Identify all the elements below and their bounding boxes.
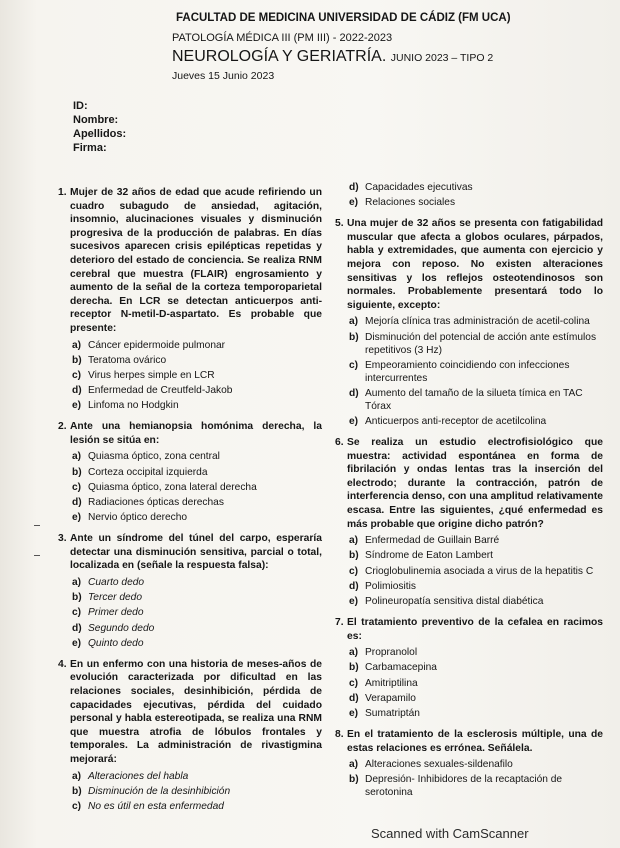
question-stem: En el tratamiento de la esclerosis múltiple, una de estas relaciones es errónea. Señálela. bbox=[347, 728, 603, 754]
option-item bbox=[349, 646, 603, 659]
question-number: 6. bbox=[335, 437, 344, 449]
question-stem: Ante una hemianopsia homónima derecha, la lesión se sitúa en: bbox=[70, 421, 322, 446]
option-letter: b) bbox=[349, 331, 359, 343]
option-text: Cáncer epidermoide pulmonar bbox=[88, 339, 226, 351]
option-letter: d) bbox=[72, 385, 82, 397]
option-letter: a) bbox=[72, 577, 82, 588]
option-letter: c) bbox=[72, 369, 82, 381]
question-stem: El tratamiento preventivo de la cefalea en racimos es: bbox=[347, 617, 603, 642]
option-list bbox=[349, 315, 603, 428]
option-item bbox=[72, 384, 322, 397]
question-stem: En un enfermo con una historia de meses-años de evolución caracterizada por dificultad en las relaciones sociales, desinhibición, pérdida de capacidades ejecutivas, pérdida del cuidado personal y habla estereotipada, se realiza una RNM que muestra atrofia de lóbulos frontales y temporales. La administración de rivastigmina mejorará: bbox=[70, 658, 322, 765]
option-text: Propranolol bbox=[365, 647, 418, 659]
option-letter: b) bbox=[349, 662, 359, 674]
option-list bbox=[349, 181, 603, 209]
question-6 bbox=[335, 436, 603, 608]
option-text: Capacidades ejecutivas bbox=[365, 182, 473, 193]
option-text: Mejoría clínica tras administración de acetil-colina bbox=[365, 316, 590, 328]
option-letter: c) bbox=[72, 607, 82, 619]
option-item bbox=[349, 661, 603, 674]
option-text: Polineuropatía sensitiva distal diabética bbox=[365, 596, 544, 607]
option-item bbox=[349, 758, 603, 771]
option-text: Disminución del potencial de acción ante estímulos repetitivos (3 Hz) bbox=[365, 331, 597, 356]
option-text: Alteraciones del habla bbox=[88, 770, 189, 782]
option-list bbox=[349, 534, 603, 608]
option-text: Verapamilo bbox=[365, 692, 416, 704]
option-list bbox=[72, 339, 322, 413]
option-item bbox=[349, 315, 603, 328]
option-list bbox=[72, 576, 322, 650]
option-item bbox=[72, 785, 322, 798]
option-item bbox=[72, 481, 322, 494]
field-apellidos: Apellidos: bbox=[73, 128, 127, 140]
option-letter: c) bbox=[349, 359, 359, 371]
option-item bbox=[349, 580, 603, 593]
question-number: 4. bbox=[58, 658, 67, 670]
option-item bbox=[72, 637, 322, 650]
option-letter: a) bbox=[349, 647, 359, 659]
option-text: Relaciones sociales bbox=[365, 197, 456, 209]
option-item bbox=[349, 549, 603, 562]
option-letter: c) bbox=[349, 565, 359, 577]
option-letter: a) bbox=[72, 339, 82, 351]
option-text: Radiaciones ópticas derechas bbox=[88, 497, 224, 509]
option-text: Linfoma no Hodgkin bbox=[88, 400, 179, 412]
exam-title-main: NEUROLOGÍA Y GERIATRÍA. bbox=[172, 48, 387, 65]
scanner-watermark: Scanned with CamScanner bbox=[371, 826, 529, 841]
question-stem: Una mujer de 32 años se presenta con fatigabilidad muscular que afecta a globos oculares, párpados, habla y extremidades, que aumenta con ejercicio y mejora con reposo. No existen alteraciones sensitivas y los reflejos osteotendinosos son normales. Probablemente presentará todo lo siguiente, excepto: bbox=[347, 218, 603, 311]
option-letter: a) bbox=[349, 316, 359, 328]
option-text: Disminución de la desinhibición bbox=[88, 785, 231, 797]
option-item bbox=[349, 359, 603, 385]
option-item bbox=[349, 387, 603, 413]
option-letter: d) bbox=[349, 387, 359, 399]
question-number: 5. bbox=[335, 218, 344, 230]
option-item bbox=[72, 466, 322, 479]
option-letter: b) bbox=[72, 592, 82, 604]
question-1 bbox=[58, 186, 322, 412]
option-text: Primer dedo bbox=[88, 607, 144, 619]
option-letter: e) bbox=[72, 512, 82, 524]
option-text: Virus herpes simple en LCR bbox=[88, 369, 215, 381]
option-text: Crioglobulinemia asociada a virus de la hepatitis C bbox=[365, 565, 594, 577]
option-text: Sumatriptán bbox=[365, 707, 420, 719]
option-item bbox=[72, 354, 322, 367]
option-list bbox=[349, 758, 603, 799]
field-nombre: Nombre: bbox=[73, 114, 119, 126]
option-letter: b) bbox=[72, 466, 82, 478]
option-item bbox=[72, 496, 322, 509]
scan-mark bbox=[34, 525, 40, 526]
option-letter: d) bbox=[72, 622, 82, 634]
question-7 bbox=[335, 616, 603, 720]
option-text: Aumento del tamaño de la silueta tímica en TAC Tórax bbox=[365, 387, 583, 412]
option-item bbox=[349, 331, 603, 357]
option-item bbox=[72, 339, 322, 352]
question-number: 7. bbox=[335, 617, 344, 628]
option-letter: a) bbox=[349, 535, 359, 547]
right-column bbox=[335, 181, 603, 807]
option-letter: a) bbox=[72, 451, 82, 463]
option-item bbox=[72, 800, 322, 813]
option-letter: e) bbox=[349, 596, 359, 607]
option-letter: e) bbox=[349, 197, 359, 209]
field-id: ID: bbox=[73, 100, 88, 112]
option-item bbox=[72, 591, 322, 604]
option-letter: d) bbox=[349, 182, 359, 193]
option-letter: d) bbox=[72, 497, 82, 509]
option-text: Tercer dedo bbox=[88, 592, 142, 604]
question-4-continued bbox=[335, 181, 603, 209]
question-3 bbox=[58, 532, 322, 650]
option-item bbox=[72, 622, 322, 635]
option-text: Alteraciones sexuales-sildenafilo bbox=[365, 759, 513, 771]
option-letter: b) bbox=[72, 785, 82, 797]
option-text: Empeoramiento coincidiendo con infecciones intercurrentes bbox=[365, 359, 570, 384]
question-4 bbox=[58, 658, 322, 813]
option-item bbox=[349, 707, 603, 720]
question-number: 3. bbox=[58, 533, 67, 545]
option-item bbox=[349, 595, 603, 608]
exam-title-sub: JUNIO 2023 – TIPO 2 bbox=[390, 52, 494, 64]
option-letter: e) bbox=[72, 400, 82, 412]
option-text: Polimiositis bbox=[365, 580, 416, 592]
option-letter: d) bbox=[349, 580, 359, 592]
option-letter: e) bbox=[349, 707, 359, 719]
option-letter: a) bbox=[349, 759, 359, 771]
option-text: Quinto dedo bbox=[88, 637, 144, 649]
exam-date: Jueves 15 Junio 2023 bbox=[172, 70, 275, 82]
question-2 bbox=[58, 420, 322, 524]
left-column bbox=[58, 186, 322, 821]
option-text: Nervio óptico derecho bbox=[88, 512, 188, 524]
option-list bbox=[72, 770, 322, 813]
option-letter: e) bbox=[72, 637, 82, 649]
option-letter: c) bbox=[349, 677, 359, 689]
option-text: Depresión- Inhibidores de la recaptación de serotonina bbox=[365, 774, 563, 799]
option-item bbox=[72, 511, 322, 524]
student-fields bbox=[73, 99, 126, 155]
option-item bbox=[349, 196, 603, 209]
option-item bbox=[349, 181, 603, 194]
option-item bbox=[349, 773, 603, 799]
question-stem: Ante un síndrome del túnel del carpo, esperaría detectar una disminución sensitiva, parcial o total, localizada en (señale la respuesta falsa): bbox=[70, 533, 322, 572]
option-item bbox=[72, 450, 322, 463]
faculty-title: FACULTAD DE MEDICINA UNIVERSIDAD DE CÁDIZ (FM UCA) bbox=[176, 12, 511, 24]
option-item bbox=[72, 606, 322, 619]
option-text: Síndrome de Eaton Lambert bbox=[365, 550, 493, 562]
option-list bbox=[72, 450, 322, 524]
option-text: Teratoma ovárico bbox=[88, 354, 167, 366]
option-letter: c) bbox=[72, 481, 82, 493]
option-letter: b) bbox=[349, 774, 359, 786]
option-item bbox=[72, 399, 322, 412]
option-text: Enfermedad de Guillain Barré bbox=[365, 535, 500, 547]
option-item bbox=[72, 770, 322, 783]
option-item bbox=[72, 576, 322, 589]
question-stem: Se realiza un estudio electrofisiológico que muestra: actividad espontánea en forma de fibrilación y ondas lentas tras la inserción del electrodo; durante la contracción, patrón de interferencia denso, con una amplitud relativamente escasa. Entre las siguientes, ¿qué enfermedad es más probable que origine dicho patrón? bbox=[347, 437, 603, 530]
question-number: 1. bbox=[58, 187, 67, 198]
option-text: No es útil en esta enfermedad bbox=[88, 800, 224, 812]
option-list bbox=[349, 646, 603, 720]
course-title: PATOLOGÍA MÉDICA III (PM III) - 2022-2023 bbox=[172, 32, 393, 44]
option-item bbox=[349, 692, 603, 705]
option-item bbox=[349, 677, 603, 690]
option-letter: d) bbox=[349, 692, 359, 704]
question-number: 2. bbox=[58, 421, 67, 433]
option-item bbox=[349, 565, 603, 578]
option-text: Amitriptilina bbox=[365, 677, 418, 689]
exam-title bbox=[172, 48, 493, 66]
question-5 bbox=[335, 217, 603, 428]
field-firma: Firma: bbox=[73, 142, 107, 154]
option-letter: e) bbox=[349, 416, 359, 428]
option-letter: a) bbox=[72, 770, 82, 782]
question-number: 8. bbox=[335, 728, 344, 740]
option-text: Carbamacepina bbox=[365, 662, 437, 674]
option-text: Quiasma óptico, zona lateral derecha bbox=[88, 481, 257, 493]
option-text: Quiasma óptico, zona central bbox=[88, 451, 220, 463]
option-letter: b) bbox=[72, 354, 82, 366]
option-item bbox=[349, 415, 603, 428]
option-item bbox=[72, 369, 322, 382]
question-8 bbox=[335, 728, 603, 799]
question-stem: Mujer de 32 años de edad que acude refiriendo un cuadro subagudo de ansiedad, agitación, insomnio, alucinaciones visuales y disminución progresiva de la producción de palabras. En días sucesivos aparecen crisis epilépticas repetidas y deterioro del estado de conciencia. Se realiza RNM cerebral que muestra (FLAIR) engrosamiento y aumento de la señal de la corteza temporoparietal derecha. En LCR se detectan anticuerpos anti-receptor N-metil-D-aspartato. Es probable que presente: bbox=[70, 187, 322, 334]
option-item bbox=[349, 534, 603, 547]
option-text: Segundo dedo bbox=[88, 622, 155, 634]
option-text: Cuarto dedo bbox=[88, 577, 145, 588]
option-text: Enfermedad de Creutfeld-Jakob bbox=[88, 385, 233, 397]
option-letter: b) bbox=[349, 550, 359, 562]
option-letter: c) bbox=[72, 800, 82, 812]
scan-mark bbox=[34, 555, 40, 556]
option-text: Corteza occipital izquierda bbox=[88, 466, 208, 478]
option-text: Anticuerpos anti-receptor de acetilcolina bbox=[365, 416, 547, 428]
